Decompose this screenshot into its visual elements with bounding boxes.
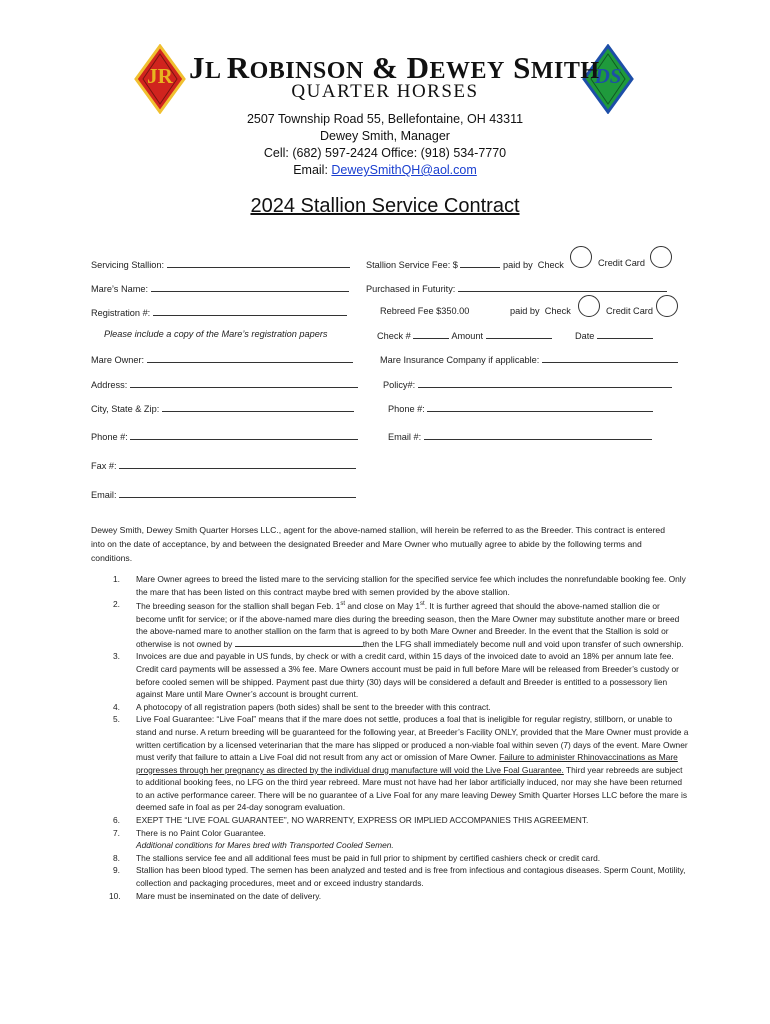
credit-card-option-radio[interactable]: [650, 246, 672, 268]
registration-note: Please include a copy of the Mare’s registration papers: [104, 329, 328, 339]
term-item: 3. Invoices are due and payable in US funds, by check or with a credit card, within 15 days of the invoiced date to avoid an 18% per annum late fee. Credit card payments will be assessed a 3% fee. Mare Owners account must be paid in full before Mare will be released from Breeder’s custody or before cooled semen will be shipped. Payment past due thirty (30) days will be considered a default and Breeder is entitled to a possessory lien against Mare until Mare Owner’s account is brought current.: [113, 651, 679, 700]
city-state-zip-field[interactable]: City, State & Zip:: [91, 402, 354, 414]
purchased-futurity-field[interactable]: Purchased in Futurity:: [366, 282, 667, 294]
email-link[interactable]: DeweySmithQH@aol.com: [331, 163, 477, 177]
term-item: 4. A photocopy of all registration papers (both sides) shall be sent to the breeder with this contract.: [113, 701, 491, 712]
email-field[interactable]: Email:: [91, 488, 356, 500]
date-field[interactable]: Date: [575, 329, 653, 341]
intro-paragraph: Dewey Smith, Dewey Smith Quarter Horses LLC., agent for the above-named stallion, will herein be referred to as the Breeder. This contract is entered into on the date of acceptance, by and between the designated Breeder and Mare Owner who mutually agree to abide by the following terms and conditions.: [91, 525, 665, 564]
mares-name-field[interactable]: Mare’s Name:: [91, 282, 349, 294]
servicing-stallion-field[interactable]: Servicing Stallion:: [91, 258, 350, 270]
term-item: 9. Stallion has been blood typed. The semen has been analyzed and tested and is free from infectious and contagious diseases. Sperm Count, Motility, collection and packaging procedures, meet and or exceed industry standards.: [113, 865, 686, 889]
right-phone-field[interactable]: Phone #:: [388, 402, 653, 414]
address-line: 2507 Township Road 55, Bellefontaine, OH 43311: [246, 112, 524, 126]
terms-list: [91, 573, 691, 902]
insurance-field[interactable]: Mare Insurance Company if applicable:: [380, 353, 678, 365]
owner-name-blank[interactable]: [235, 638, 363, 647]
term-item: 7. There is no Paint Color Guarantee. Additional conditions for Mares bred with Transported Cooled Semen.: [113, 827, 394, 851]
term-item: 8. The stallions service fee and all additional fees must be paid in full prior to shipment by certified cashiers check or credit card.: [113, 852, 601, 863]
term-item: 1. Mare Owner agrees to breed the listed mare to the servicing stallion for the specified service fee which includes the nonrefundable booking fee. Only the mare that has been listed on this contract maybe bred with semen provided by the above stallion.: [113, 574, 686, 597]
phone-line: Cell: (682) 597-2424 Office: (918) 534-7770: [263, 146, 507, 160]
address-field[interactable]: Address:: [91, 378, 358, 390]
term-item: 5. Live Foal Guarantee: “Live Foal” means that if the mare does not settle, produces a foal that is ineligible for regular registry, stillborn, or unable to stand and nurse. A return breeding will be guaranteed for the following year, at Breeder’s Facility ONLY, provided that the Mare Owner must provide a written certification by a licensed veterinarian that the mare has slipped or produced a non-viable foal within seven (7) days of the event. Mare Owner must verify that failure to attain a Live Foal did not result from any act or omission of Mare Owner. Failure to administer Rhinovaccinations as Mare progresses through her pregnancy as directed by the individual drug manufacture will void the Live Foal Guarantee. Third year rebreeds are subject to additional booking fees, no LFG on the third year rebreed. Mare must not have had her labor artificially induced, nor may she have been returned to an active performance career. There will be no guarantee of a Live Foal for any mare leaving Dewey Smith Quarter Horses LLC before the mare is deemed safe in foal as per 24-day sonogram evaluation.: [113, 714, 689, 813]
document-title: 2024 Stallion Service Contract: [250, 195, 520, 217]
rebreed-fee-label: Rebreed Fee $350.00: [380, 306, 470, 316]
registration-field[interactable]: Registration #:: [91, 306, 347, 318]
fax-field[interactable]: Fax #:: [91, 459, 356, 471]
rebreed-credit-card-label: Credit Card: [606, 306, 653, 316]
credit-card-label: Credit Card: [598, 258, 645, 268]
rebreed-credit-card-radio[interactable]: [656, 295, 678, 317]
rebreed-check-radio[interactable]: [578, 295, 600, 317]
term-item: 10. Mare must be inseminated on the date of delivery.: [109, 890, 322, 901]
rebreed-paid-by-label: paid by Check: [510, 306, 571, 316]
check-option-radio[interactable]: [570, 246, 592, 268]
phone-field[interactable]: Phone #:: [91, 430, 358, 442]
manager-line: Dewey Smith, Manager: [320, 129, 450, 143]
ds-monogram-text: DS: [594, 64, 622, 88]
jr-monogram-text: JR: [147, 64, 173, 88]
term-item: 2. The breeding season for the stallion shall began Feb. 1st and close on May 1st. It is further agreed that should the above-named stallion die or become unfit for service; or if the above-named mare dies during the breeding season, then the Mare Owner may substitute another mare or breed the above-named mare to another stallion on the farm that is agreed to by both Mare Owner and Breeder. In the event that the Stallion is sold or otherwise is not owned by then the LFG shall immediately become null and void upon transfer of such ownership.: [113, 599, 684, 649]
mare-owner-field[interactable]: Mare Owner:: [91, 353, 353, 365]
brand-subtitle: QUARTER HORSES: [291, 81, 479, 102]
right-email-field[interactable]: Email #:: [388, 430, 652, 442]
brand-title: JL ROBINSON & DEWEY SMITH: [189, 50, 600, 85]
email-line: Email: DeweySmithQH@aol.com: [293, 163, 477, 177]
check-number-field[interactable]: Check # Amount: [377, 329, 552, 341]
policy-field[interactable]: Policy#:: [383, 378, 672, 390]
stallion-fee-field[interactable]: Stallion Service Fee: $ paid by Check: [366, 260, 564, 270]
term-item: 6. EXEPT THE “LIVE FOAL GUARANTEE”, NO WARRENTY, EXPRESS OR IMPLIED ACCOMPANIES THIS AGREEMENT.: [113, 815, 589, 826]
